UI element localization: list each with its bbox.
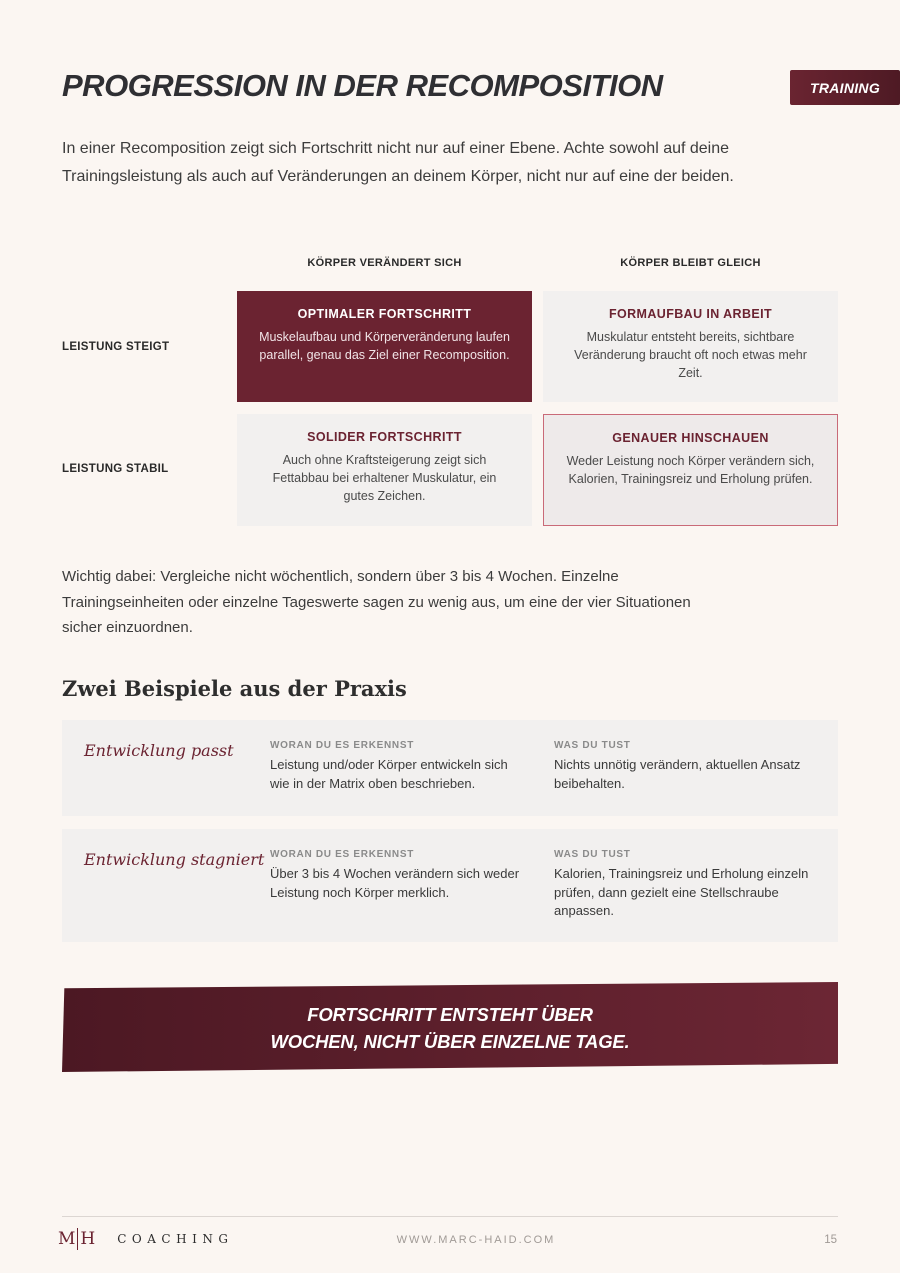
matrix-cell-look-closer — [543, 414, 838, 526]
example-recognition-column — [270, 849, 530, 902]
intro-paragraph: In einer Recomposition zeigt sich Fortschritt nicht nur auf einer Ebene. Achte sowohl auf deine Trainingsleistung als auch auf Veränderungen an deinem Körper, nicht nur auf eine der beiden. — [62, 140, 734, 185]
matrix-row-header-performance-stable: LEISTUNG STABIL — [62, 463, 169, 475]
key-message-line-2: WOCHEN, NICHT ÜBER EINZELNE TAGE. — [270, 1031, 630, 1052]
example-card-progress-stagnates — [62, 829, 838, 942]
matrix-cell-solid-progress — [237, 414, 532, 526]
matrix-cell-text: Muskulatur entsteht bereits, sichtbare Veränderung braucht oft noch etwas mehr Zeit. — [574, 330, 807, 380]
matrix-cell-text: Auch ohne Kraftsteigerung zeigt sich Fettabbau bei erhaltener Muskulatur, ein gutes Zeichen. — [272, 453, 497, 503]
matrix-row-header-performance-up: LEISTUNG STEIGT — [62, 341, 170, 353]
matrix-cell-title: SOLIDER FORTSCHRITT — [307, 430, 462, 444]
example-column-heading: WAS DU TUST — [554, 740, 631, 751]
footer-divider — [62, 1216, 838, 1217]
key-message-text — [62, 1001, 838, 1055]
example-label: Entwicklung passt — [84, 741, 234, 760]
examples-section-title: Zwei Beispiele aus der Praxis — [62, 676, 407, 701]
example-column-heading: WAS DU TUST — [554, 849, 631, 860]
page-title: PROGRESSION IN DER RECOMPOSITION — [62, 68, 663, 103]
logo-wordmark: COACHING — [117, 1232, 234, 1246]
key-message-line-1: FORTSCHRITT ENTSTEHT ÜBER — [307, 1004, 593, 1025]
matrix-cell-title: OPTIMALER FORTSCHRITT — [297, 307, 472, 321]
comparison-note: Wichtig dabei: Vergleiche nicht wöchentlich, sondern über 3 bis 4 Wochen. Einzelne Trainingseinheiten oder einzelne Tageswerte sagen zu wenig aus, um eine der vier Situationen sicher einzuordnen. — [62, 568, 691, 636]
example-column-text: Kalorien, Trainingsreiz und Erholung einzeln prüfen, dann gezielt eine Stellschraube anpassen. — [554, 866, 809, 918]
example-column-heading: WORAN DU ES ERKENNST — [270, 849, 415, 860]
matrix-cell-shaping-in-progress — [543, 291, 838, 402]
matrix-cell-text: Weder Leistung noch Körper verändern sich, Kalorien, Trainingsreiz und Erholung prüfen. — [566, 454, 815, 486]
matrix-cell-text: Muskelaufbau und Körperveränderung laufen parallel, genau das Ziel einer Recomposition. — [259, 330, 510, 362]
example-column-text: Leistung und/oder Körper entwickeln sich wie in der Matrix oben beschrieben. — [270, 757, 508, 791]
example-column-heading: WORAN DU ES ERKENNST — [270, 740, 415, 751]
example-column-text: Über 3 bis 4 Wochen verändern sich weder Leistung noch Körper merklich. — [270, 866, 520, 900]
matrix-column-header-body-changes: KÖRPER VERÄNDERT SICH — [307, 257, 462, 269]
logo-letter-m: M — [58, 1229, 76, 1249]
example-action-column — [554, 740, 814, 793]
logo-letter-h: H — [80, 1229, 96, 1249]
matrix-cell-optimal-progress — [237, 291, 532, 402]
footer-website-link[interactable]: WWW.MARC-HAID.COM — [396, 1234, 556, 1246]
example-card-progress-fits — [62, 720, 838, 816]
section-tag-badge: TRAINING — [790, 70, 900, 105]
example-action-column — [554, 849, 814, 921]
matrix-column-header-body-same: KÖRPER BLEIBT GLEICH — [620, 257, 761, 269]
example-column-text: Nichts unnötig verändern, aktuellen Ansatz beibehalten. — [554, 757, 801, 791]
matrix-cell-title: GENAUER HINSCHAUEN — [612, 431, 769, 445]
example-recognition-column — [270, 740, 530, 793]
matrix-cell-title: FORMAUFBAU IN ARBEIT — [608, 307, 773, 321]
page-number: 15 — [824, 1234, 837, 1246]
example-label: Entwicklung stagniert — [84, 850, 265, 869]
